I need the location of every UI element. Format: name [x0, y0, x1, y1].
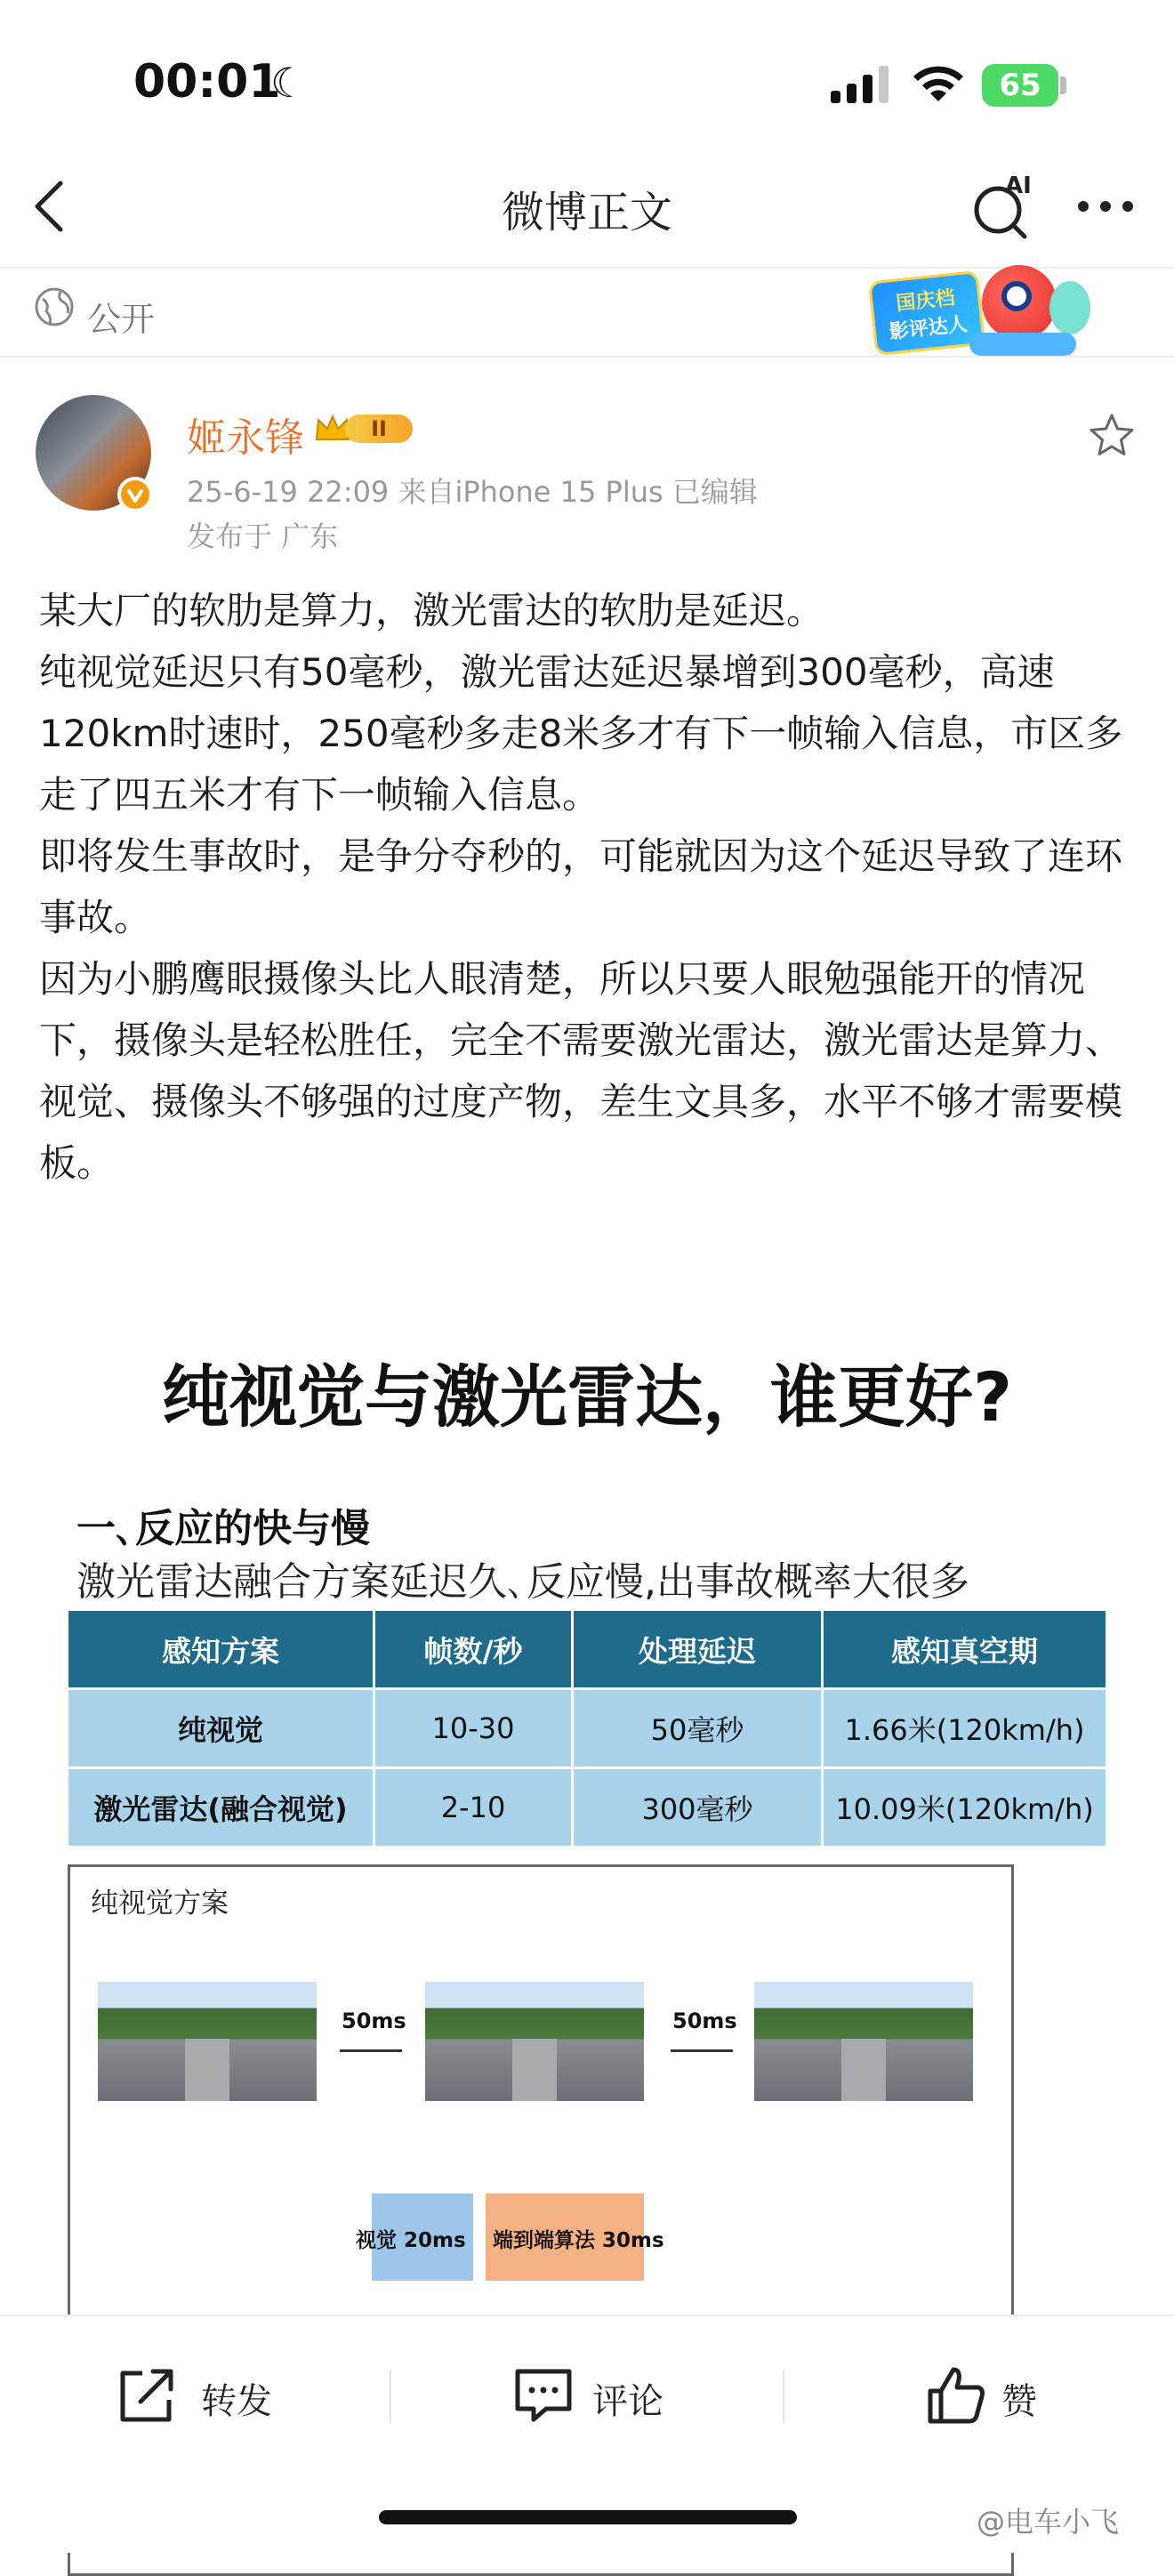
like-label: 赞	[1001, 2381, 1037, 2422]
verified-badge-icon	[117, 477, 153, 512]
table-cell: 2-10	[375, 1769, 571, 1846]
action-divider	[783, 2370, 784, 2423]
post-meta: 25-6-19 22:09 来自iPhone 15 Plus 已编辑	[187, 475, 758, 509]
page-title: 微博正文	[501, 188, 672, 237]
table-row	[68, 1690, 1106, 1767]
ai-label: AI	[1005, 173, 1032, 199]
table-header-cell: 感知方案	[68, 1611, 373, 1687]
post-paragraph: 纯视觉延迟只有50毫秒，激光雷达延迟暴增到300毫秒，高速120km时速时，250毫秒多走8米多才有下一帧输入信息，市区多走了四五米才有下一帧输入信息。	[39, 650, 1123, 817]
table-header-row	[68, 1611, 1106, 1687]
level-text: II	[371, 416, 387, 441]
cellular-signal-icon	[831, 64, 893, 103]
focus-moon-icon: ☾	[270, 59, 308, 107]
comment-icon	[512, 2364, 575, 2427]
table-row	[68, 1769, 1106, 1846]
image-title: 纯视觉与激光雷达，谁更好?	[161, 1357, 1013, 1437]
mascot-eye-icon	[1001, 281, 1032, 311]
frame-interval-label: 50ms	[672, 2008, 737, 2033]
road-frame-image	[98, 1982, 317, 2101]
like-button[interactable]	[925, 2357, 1076, 2434]
repost-label: 转发	[201, 2381, 272, 2422]
table-cell: 激光雷达(融合视觉)	[68, 1769, 373, 1846]
favorite-star-icon[interactable]	[1087, 411, 1137, 461]
post-paragraph: 某大厂的软肋是算力，激光雷达的软肋是延迟。	[39, 589, 824, 632]
repost-button[interactable]	[116, 2357, 320, 2434]
status-time: 00:01	[133, 55, 281, 109]
post-paragraph: 即将发生事故时，是争分夺秒的，可能就因为这个延迟导致了连环事故。	[39, 834, 1123, 939]
vision-segment-label: 视觉 20ms	[356, 2229, 466, 2252]
promo-badge[interactable]	[872, 263, 1094, 361]
more-icon[interactable]	[1076, 196, 1135, 217]
promo-badge-tag	[868, 270, 985, 357]
table-cell: 50毫秒	[574, 1690, 821, 1767]
table-cell: 10.09米(120km/h)	[824, 1769, 1106, 1846]
watermark-text: @电车小飞	[977, 2505, 1120, 2539]
level-badge[interactable]	[313, 409, 418, 448]
table-cell: 10-30	[375, 1690, 571, 1767]
arrow-icon	[671, 2049, 733, 2052]
author-name[interactable]: 姬永锋	[187, 415, 304, 461]
scheme-label: 纯视觉方案	[91, 1888, 229, 1920]
comment-button[interactable]	[512, 2357, 717, 2434]
wifi-icon	[911, 62, 966, 105]
comparison-table	[66, 1608, 1108, 1848]
frame-interval-label: 50ms	[342, 2008, 406, 2033]
post-body	[39, 580, 1142, 1194]
visibility-label: 公开	[87, 300, 156, 339]
road-frame-image	[425, 1982, 644, 2101]
wave-decoration	[969, 333, 1076, 356]
image-section-subtitle: 激光雷达融合方案延迟久､反应慢,出事故概率大很多	[76, 1559, 969, 1605]
table-cell: 纯视觉	[68, 1690, 373, 1767]
table-header-cell: 帧数/秒	[375, 1611, 571, 1687]
action-divider	[390, 2370, 391, 2423]
battery-cap	[1060, 76, 1066, 94]
arrow-icon	[340, 2049, 402, 2052]
section-divider	[0, 356, 1174, 358]
road-frame-image	[754, 1982, 973, 2101]
comment-label: 评论	[592, 2381, 663, 2422]
post-location: 发布于 广东	[187, 519, 339, 553]
post-paragraph: 因为小鹏鹰眼摄像头比人眼清楚，所以只要人眼勉强能开的情况下，摄像头是轻松胜任，完全不需要激光雷达，激光雷达是算力、视觉、摄像头不够强的过度产物，差生文具多，水平不够才需要模板。	[39, 957, 1123, 1185]
mascot-companion-icon	[1049, 281, 1090, 334]
level-pill	[345, 415, 413, 443]
thumbs-up-icon	[925, 2364, 987, 2427]
algorithm-segment-label: 端到端算法 30ms	[493, 2229, 664, 2252]
table-cell: 300毫秒	[574, 1769, 821, 1846]
promo-badge-line1: 国庆档	[895, 286, 956, 316]
ai-search-button[interactable]	[969, 173, 1041, 244]
table-cell: 1.66米(120km/h)	[824, 1690, 1106, 1767]
table-header-cell: 感知真空期	[824, 1611, 1106, 1687]
promo-badge-line2: 影评达人	[888, 313, 969, 344]
table-header-cell: 处理延迟	[574, 1611, 821, 1687]
battery-indicator: 65	[982, 64, 1058, 107]
repost-icon	[116, 2364, 178, 2427]
image-section-heading: 一､反应的快与慢	[76, 1506, 370, 1551]
home-indicator[interactable]	[379, 2510, 797, 2524]
globe-icon	[34, 286, 75, 327]
